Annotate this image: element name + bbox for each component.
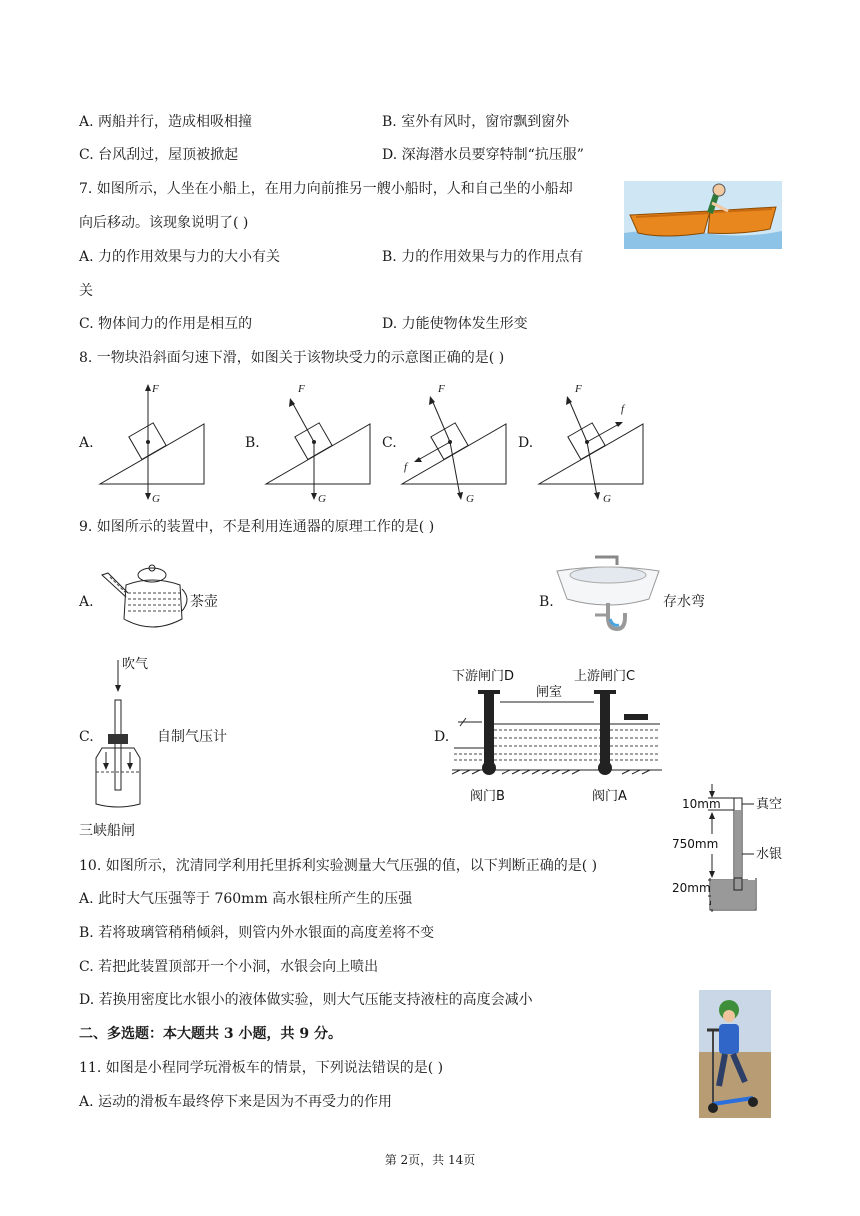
teapot-figure — [96, 563, 188, 635]
section-heading-multiple-choice: 二、多选题：本大题共 3 小题，共 9 分。 — [79, 1026, 342, 1042]
boat-push-figure — [624, 181, 782, 249]
barometer-figure — [94, 654, 156, 812]
label-force-g: G — [466, 493, 474, 505]
label-force-g: G — [318, 493, 326, 505]
fig-mercury-label: 水银 — [756, 847, 783, 862]
q9-caption-a: 茶壶 — [190, 594, 218, 610]
q8-diagram-d — [535, 378, 650, 506]
q11-option-a: A. 运动的滑板车最终停下来是因为不再受力的作用 — [79, 1094, 393, 1110]
q8-diagram-c — [398, 378, 513, 506]
label-friction-f: f — [404, 461, 408, 473]
label-force-f: F — [298, 383, 305, 395]
q8-label-d: D. — [518, 435, 534, 451]
q8-label-b: B. — [245, 435, 260, 451]
q11-stem: 11. 如图是小程同学玩滑板车的情景，下列说法错误的是( ) — [79, 1060, 444, 1076]
q10-option-d: D. 若换用密度比水银小的液体做实验，则大气压能支持液柱的高度会减小 — [79, 992, 533, 1008]
valve-b-label: 阀门B — [470, 789, 505, 804]
label-force-g: G — [152, 493, 160, 505]
q10-option-a: A. 此时大气压强等于 760mm 高水银柱所产生的压强 — [79, 891, 413, 907]
label-force-f: F — [438, 383, 445, 395]
q9-stem: 9. 如图所示的装置中，不是利用连通器的原理工作的是( ) — [79, 519, 435, 535]
q9-caption-d: 三峡船闸 — [79, 823, 135, 839]
sink-trap-figure — [555, 553, 661, 645]
label-friction-f: f — [621, 403, 625, 415]
blow-label: 吹气 — [122, 657, 149, 672]
q9-option-c: C. — [79, 729, 94, 745]
q8-stem: 8. 一物块沿斜面匀速下滑，如图关于该物块受力的示意图正确的是( ) — [79, 350, 505, 366]
q7-option-a: A. 力的作用效果与力的大小有关 — [79, 249, 281, 265]
label-force-f: F — [575, 383, 582, 395]
q9-option-d: D. — [434, 729, 450, 745]
q10-option-c: C. 若把此装置顶部开一个小洞，水银会向上喷出 — [79, 959, 379, 975]
q8-diagram-a — [96, 378, 211, 506]
q9-caption-c: 自制气压计 — [157, 729, 227, 745]
q10-stem: 10. 如图所示，沈清同学利用托里拆利实验测量大气压强的值，以下判断正确的是( ) — [79, 858, 598, 874]
q6-option-b: B. 室外有风时，窗帘飘到窗外 — [382, 114, 570, 130]
ship-lock-figure — [452, 664, 662, 806]
q7-stem-line2: 向后移动。该现象说明了( ) — [79, 215, 249, 231]
fig-vacuum-label: 真空 — [756, 797, 783, 812]
fig-750mm-label: 750mm — [672, 837, 719, 851]
lock-chamber-label: 闸室 — [536, 685, 563, 700]
q7-option-b-line2: 关 — [79, 283, 93, 299]
q9-caption-b: 存水弯 — [663, 594, 705, 610]
lock-gate-down-label: 下游闸门D — [452, 669, 515, 684]
torricelli-figure — [668, 780, 820, 918]
q7-option-c: C. 物体间力的作用是相互的 — [79, 316, 253, 332]
fig-20mm-label: 20mm — [672, 881, 711, 895]
label-force-g: G — [603, 493, 611, 505]
q6-option-c: C. 台风刮过，屋顶被掀起 — [79, 147, 239, 163]
q6-option-a: A. 两船并行，造成相吸相撞 — [79, 114, 253, 130]
q7-stem-line1: 7. 如图所示，人坐在小船上，在用力向前推另一艘小船时，人和自己坐的小船却 — [79, 181, 573, 197]
q9-option-a: A. — [79, 594, 94, 610]
q10-option-b: B. 若将玻璃管稍稍倾斜，则管内外水银面的高度差将不变 — [79, 925, 435, 941]
q7-option-d: D. 力能使物体发生形变 — [382, 316, 528, 332]
q6-option-d: D. 深海潜水员要穿特制“抗压服” — [382, 147, 584, 163]
scooter-photo — [699, 990, 771, 1118]
lock-gate-up-label: 上游闸门C — [574, 669, 636, 684]
label-force-f: F — [152, 383, 159, 395]
fig-10mm-label: 10mm — [682, 797, 721, 811]
q8-label-c: C. — [382, 435, 397, 451]
q8-diagram-b — [262, 378, 377, 506]
valve-a-label: 阀门A — [592, 789, 627, 804]
q9-option-b: B. — [539, 594, 554, 610]
page-footer: 第 2页，共 14页 — [384, 1153, 476, 1167]
q7-option-b-line1: B. 力的作用效果与力的作用点有 — [382, 249, 584, 265]
q8-label-a: A. — [79, 435, 94, 451]
